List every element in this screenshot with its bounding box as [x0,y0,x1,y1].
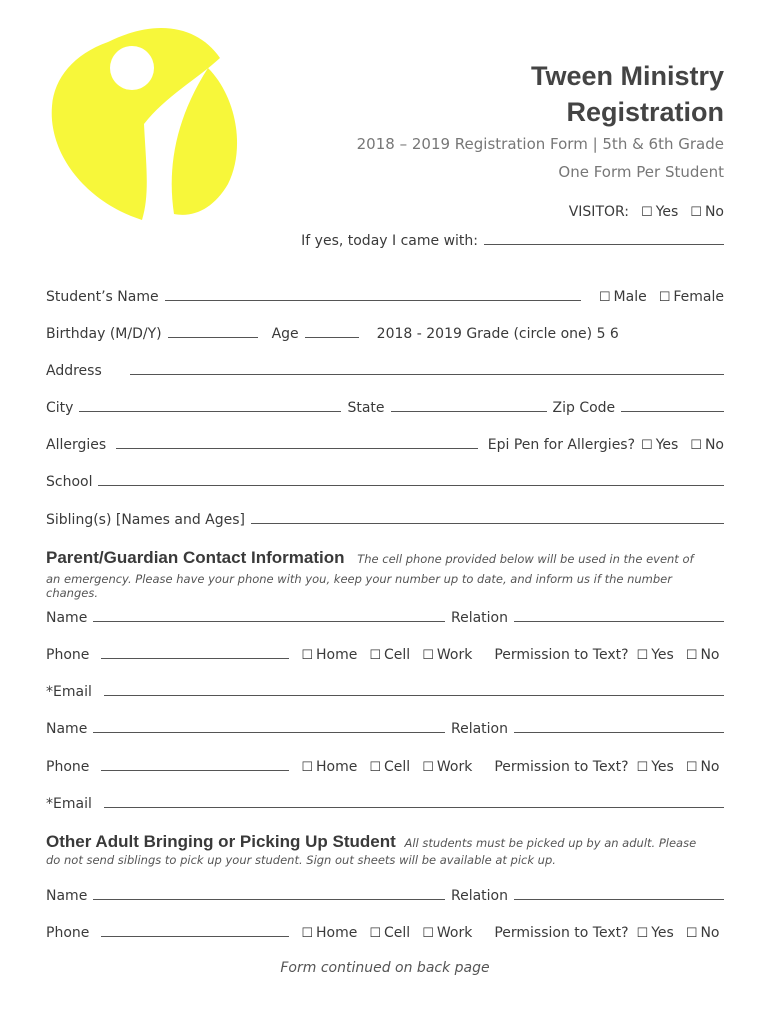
checkbox-icon: ☐ [685,648,698,663]
logo-right-leaf [172,68,237,215]
checkbox-icon: ☐ [301,926,314,941]
parent2-email-row [46,790,724,812]
parent2-relation-field[interactable] [514,732,724,733]
checkbox-icon: ☐ [369,926,382,941]
epipen-yes-checkbox[interactable]: ☐ Yes [641,437,679,453]
checkbox-icon: ☐ [422,760,434,775]
birthday-row [46,320,724,342]
parent1-cell-checkbox[interactable]: ☐ Cell [369,647,411,663]
checkbox-icon: ☐ [641,205,653,220]
checkbox-icon: ☐ [422,648,434,663]
checkbox-icon: ☐ [685,926,698,941]
parent-note-1: The cell phone provided below will be used in the event of [357,552,694,566]
parent2-name-label: Name [46,721,88,737]
came-with-row [46,227,724,249]
parent2-relation-label: Relation [451,721,508,737]
birthday-label: Birthday (M/D/Y) [46,326,162,342]
parent1-home-checkbox[interactable]: ☐ Home [301,647,358,663]
parent1-relation-field[interactable] [514,621,724,622]
other-adult-relation-field[interactable] [514,899,724,900]
other-adult-text-yes-checkbox[interactable]: ☐ Yes [636,925,674,941]
parent1-permission-label: Permission to Text? [494,647,629,663]
per-student-note: One Form Per Student [558,163,724,181]
school-label: School [46,474,93,490]
parent1-name-row [46,604,724,626]
form-subtitle: 2018 – 2019 Registration Form | 5th & 6th Grade [356,135,724,153]
parent2-cell-checkbox[interactable]: ☐ Cell [369,759,411,775]
checkbox-icon: ☐ [690,438,702,453]
city-row [46,394,724,416]
checkbox-icon: ☐ [658,290,671,305]
age-field[interactable] [305,337,359,338]
student-name-field[interactable] [165,300,581,301]
address-label: Address [46,363,102,379]
allergies-row [46,431,724,453]
other-adult-name-field[interactable] [93,899,445,900]
visitor-yes-checkbox[interactable]: ☐ Yes [641,204,679,220]
parent2-work-checkbox[interactable]: ☐ Work [422,759,473,775]
checkbox-icon: ☐ [690,205,702,220]
state-field[interactable] [391,411,547,412]
visitor-no-checkbox[interactable]: ☐ No [690,204,724,220]
other-adult-permission-label: Permission to Text? [494,925,629,941]
zip-label: Zip Code [552,400,616,416]
other-adult-phone-row [46,919,724,941]
parent-section-heading: Parent/Guardian Contact Information The cell phone provided below will be used in the event of [46,548,694,567]
school-row [46,468,724,490]
checkbox-icon: ☐ [301,760,314,775]
parent2-text-no-checkbox[interactable]: ☐ No [685,759,720,775]
parent1-text-yes-checkbox[interactable]: ☐ Yes [636,647,674,663]
parent1-email-field[interactable] [104,695,724,696]
other-adult-home-checkbox[interactable]: ☐ Home [301,925,358,941]
female-checkbox[interactable]: ☐ Female [658,289,724,305]
page-title: Tween Ministry Registration [530,61,724,127]
parent1-phone-row [46,641,724,663]
came-with-label: If yes, today I came with: [301,233,478,249]
epipen-no-checkbox[interactable]: ☐ No [690,437,724,453]
other-adult-note-2: do not send siblings to pick up your student. Sign out sheets will be available at pick up. [46,853,556,867]
city-field[interactable] [79,411,341,412]
allergies-label: Allergies [46,437,107,453]
other-adult-name-label: Name [46,888,88,904]
checkbox-icon: ☐ [598,290,611,305]
parent2-phone-label: Phone [46,759,90,775]
siblings-row [46,506,724,528]
age-label: Age [271,326,299,342]
checkbox-icon: ☐ [636,926,649,941]
other-adult-section-heading: Other Adult Bringing or Picking Up Student All students must be picked up by an adult. Please [46,832,697,851]
parent1-phone-field[interactable] [101,658,289,659]
footer-note: Form continued on back page [280,960,490,976]
checkbox-icon: ☐ [422,926,434,941]
school-field[interactable] [98,485,724,486]
checkbox-icon: ☐ [369,648,382,663]
grade-label: 2018 - 2019 Grade (circle one) 5 6 [376,326,619,342]
allergies-field[interactable] [116,448,478,449]
came-with-field[interactable] [484,244,724,245]
other-adult-note-1: All students must be picked up by an adult. Please [404,836,697,850]
parent2-email-field[interactable] [104,807,724,808]
logo-head [110,46,154,90]
city-label: City [46,400,74,416]
state-label: State [347,400,385,416]
parent2-permission-label: Permission to Text? [494,759,629,775]
epipen-label: Epi Pen for Allergies? [487,437,636,453]
ministry-logo-icon [46,24,242,224]
checkbox-icon: ☐ [369,760,382,775]
parent1-phone-label: Phone [46,647,90,663]
visitor-label: VISITOR: [568,204,630,220]
parent2-name-row [46,715,724,737]
other-adult-phone-label: Phone [46,925,90,941]
other-adult-cell-checkbox[interactable]: ☐ Cell [369,925,411,941]
parent1-text-no-checkbox[interactable]: ☐ No [685,647,720,663]
parent1-name-label: Name [46,610,88,626]
checkbox-icon: ☐ [641,438,653,453]
other-adult-work-checkbox[interactable]: ☐ Work [422,925,473,941]
parent2-phone-field[interactable] [101,770,289,771]
parent2-name-field[interactable] [93,732,445,733]
student-name-row [46,283,724,305]
parent2-phone-row [46,753,724,775]
parent1-name-field[interactable] [93,621,445,622]
checkbox-icon: ☐ [685,760,698,775]
parent1-relation-label: Relation [451,610,508,626]
other-adult-relation-label: Relation [451,888,508,904]
other-adult-text-no-checkbox[interactable]: ☐ No [685,925,720,941]
checkbox-icon: ☐ [636,648,649,663]
address-field[interactable] [130,374,724,375]
parent2-home-checkbox[interactable]: ☐ Home [301,759,358,775]
siblings-label: Sibling(s) [Names and Ages] [46,512,246,528]
other-adult-name-row [46,882,724,904]
visitor-row [46,198,724,220]
parent1-email-label: *Email [46,684,92,700]
checkbox-icon: ☐ [301,648,314,663]
parent-note-2: an emergency. Please have your phone with you, keep your number up to date, and inform us if the number changes. [46,572,672,600]
parent1-email-row [46,678,724,700]
parent1-work-checkbox[interactable]: ☐ Work [422,647,473,663]
student-name-label: Student’s Name [46,289,159,305]
checkbox-icon: ☐ [636,760,649,775]
address-row [46,357,724,379]
parent2-text-yes-checkbox[interactable]: ☐ Yes [636,759,674,775]
male-checkbox[interactable]: ☐ Male [598,289,647,305]
other-adult-phone-field[interactable] [101,936,289,937]
siblings-field[interactable] [251,523,724,524]
birthday-field[interactable] [168,337,258,338]
parent2-email-label: *Email [46,796,92,812]
zip-field[interactable] [621,411,724,412]
